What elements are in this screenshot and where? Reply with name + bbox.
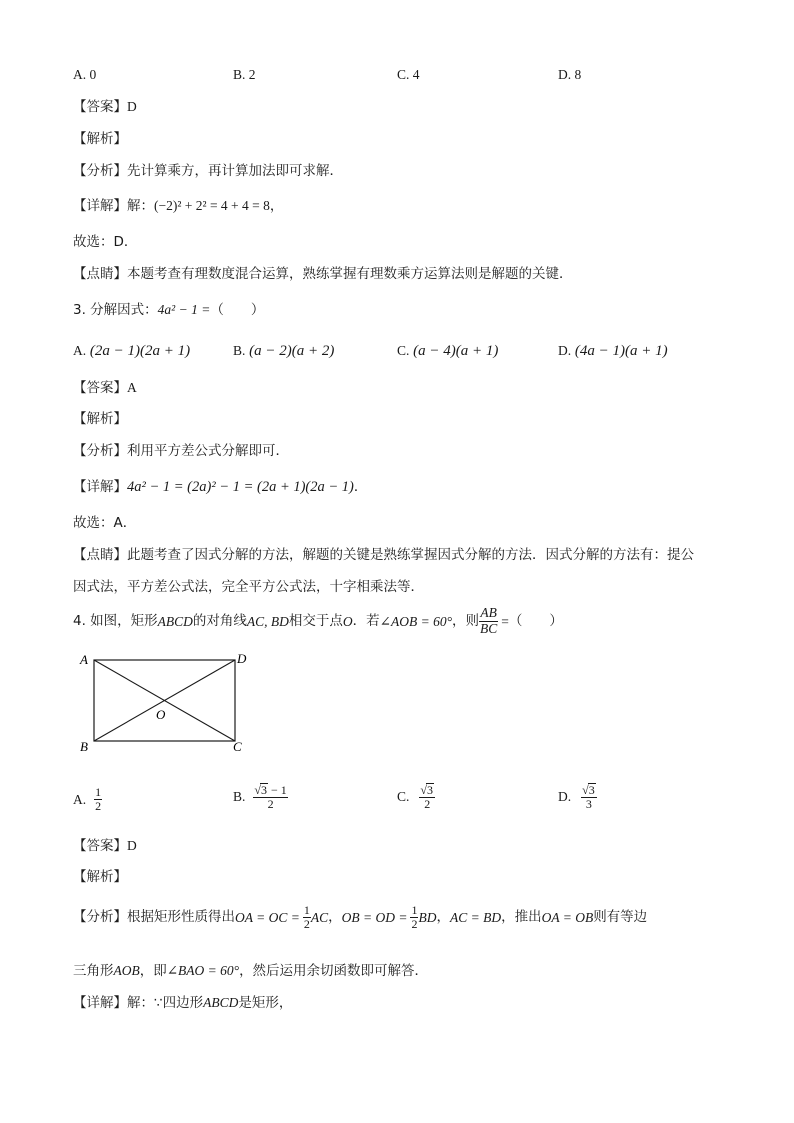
q4-option-d-radicand: 3 (588, 783, 595, 797)
q4-ratio-den: BC (479, 620, 498, 636)
q4-fenxi-eq1: OA = OC = (235, 909, 300, 925)
q4-fenxi-half1 (303, 904, 311, 931)
q4-fenxi-half2-den: 2 (411, 917, 418, 932)
q2-option-d-letter: D. (558, 67, 572, 82)
q4-option-c-fraction (419, 783, 435, 811)
q3-xiangjie-label: 【详解】 (73, 479, 127, 495)
q4-xiangjie-prefix: 解：∵四边形 (127, 995, 204, 1011)
q4-option-b-sqrt-icon: √ (254, 783, 261, 797)
q2-fenxi-text: 先计算乘方，再计算加法即可求解． (127, 163, 343, 179)
q4-stem-mid1: 的对角线 (192, 612, 247, 629)
q4-fenxi-sep1: ， (328, 908, 342, 925)
q4-fenxi-line2-tail: ，然后运用余切函数即可解答． (239, 963, 429, 979)
q2-option-c-letter: C. (397, 67, 410, 82)
q2-xiangjie-label: 【详解】 (73, 198, 127, 214)
q3-option-b-letter: B. (233, 343, 246, 358)
q4-xiangjie-rect: ABCD (203, 995, 239, 1010)
q3-stem-expr: 4a² − 1 = (157, 302, 211, 317)
q4-fenxi-half2 (410, 904, 418, 931)
q4-fenxi-ac: AC (310, 909, 329, 925)
q4-option-c-den: 2 (424, 797, 431, 812)
q2-dianjing-label: 【点睛】 (73, 266, 127, 282)
q2-option-d[interactable] (558, 68, 581, 82)
q4-option-a-letter: A. (73, 791, 87, 807)
q4-stem-mid2: 相交于点 (288, 612, 343, 629)
q2-option-b-letter: B. (233, 67, 246, 82)
q3-xiangjie-line (73, 480, 367, 495)
q4-fenxi-eq2: OB = OD = (341, 909, 408, 925)
q2-option-d-value: 8 (574, 67, 582, 82)
q4-option-b-num-tail: − 1 (267, 783, 287, 797)
q4-option-d-num (581, 783, 597, 798)
q2-analysis-label: 【解析】 (73, 131, 127, 147)
q4-option-d[interactable] (558, 783, 597, 811)
q4-option-d-sqrt-icon: √ (582, 783, 589, 797)
q3-answer-label: 【答案】 (73, 380, 127, 396)
q4-fenxi-prefix: 根据矩形性质得出 (127, 908, 235, 925)
q3-choose: 故选：A． (73, 515, 137, 531)
q4-fenxi-eq4: OA = OB (541, 909, 594, 925)
q2-choose: 故选：D． (73, 234, 138, 250)
q4-option-b-radicand: 3 (260, 783, 267, 797)
q4-fenxi-tail: 则有等边 (593, 908, 648, 925)
q4-fenxi-line2 (73, 964, 428, 979)
q4-fenxi-bd: BD (418, 909, 437, 925)
q4-ratio-eq: = (501, 613, 509, 629)
q3-answer: A (127, 380, 137, 395)
q4-xiangjie-label: 【详解】 (73, 995, 127, 1011)
q3-analysis-label: 【解析】 (73, 411, 127, 427)
q4-option-c-sqrt-icon: √ (420, 783, 427, 797)
q4-option-a-fraction (94, 786, 102, 813)
q4-stem-mid3: ．若 (352, 612, 380, 629)
q4-fenxi-line2-mid: ，即 (139, 963, 167, 979)
q4-option-b-den: 2 (267, 797, 274, 812)
q4-fenxi-sep2: ， (436, 908, 450, 925)
q2-answer: D (127, 99, 137, 114)
q4-fenxi-half1-num: 1 (303, 903, 310, 917)
q3-answer-line (73, 381, 137, 396)
q3-stem (73, 303, 264, 318)
q3-dianjing-text1: 此题考查了因式分解的方法，解题的关键是熟练掌握因式分解的方法．因式分解的方法有：提公 (127, 547, 694, 563)
q4-option-a-num: 1 (95, 785, 102, 799)
q2-xiangjie-prefix: 解： (127, 198, 154, 214)
q2-option-a[interactable] (73, 68, 96, 82)
q3-fenxi-text: 利用平方差公式分解即可． (127, 443, 289, 459)
q4-answer-line (73, 839, 137, 854)
q2-answer-line (73, 100, 137, 115)
q4-option-b[interactable] (233, 783, 288, 811)
q2-dianjing-text: 本题考查有理数度混合运算，熟练掌握有理数乘方运算法则是解题的关键． (127, 266, 573, 282)
q4-option-c-letter: C. (397, 789, 410, 805)
q4-fenxi-mid: ，推出 (501, 908, 542, 925)
q3-option-d-letter: D. (558, 343, 572, 358)
q2-option-b-value: 2 (248, 67, 256, 82)
q3-dianjing-line2: 因式法，平方差公式法，完全平方公式法，十字相乘法等． (73, 579, 424, 595)
q2-option-c[interactable] (397, 68, 420, 82)
q3-stem-prefix: 3. 分解因式： (73, 302, 158, 318)
q3-xiangjie-suffix: ． (353, 479, 368, 495)
q2-xiangjie-suffix: ， (269, 198, 284, 214)
q3-option-a[interactable] (73, 344, 190, 359)
q4-stem-mid4: ，则 (451, 612, 479, 629)
q4-analysis-label: 【解析】 (73, 869, 127, 885)
q2-option-b[interactable] (233, 68, 256, 82)
q3-option-b[interactable] (233, 344, 334, 359)
q4-fenxi-aob: AOB (113, 963, 140, 978)
q3-option-b-expr: (a − 2)(a + 2) (249, 343, 335, 359)
q3-option-c-expr: (a − 4)(a + 1) (413, 343, 499, 359)
q3-dianjing-line1 (73, 549, 694, 563)
q2-option-c-value: 4 (412, 67, 420, 82)
q4-label-a: A (80, 652, 88, 667)
q3-option-c-letter: C. (397, 343, 410, 358)
q4-angle-cond: ∠AOB = 60° (379, 613, 452, 629)
q4-rectangle-figure (74, 650, 274, 760)
q4-ratio-fraction (479, 606, 498, 637)
q2-option-a-value: 0 (89, 67, 97, 82)
q4-option-c[interactable] (397, 783, 435, 811)
q4-diagonals: AC, BD (246, 613, 289, 629)
q4-option-d-fraction (581, 783, 597, 811)
q3-fenxi-line (73, 445, 289, 459)
q4-stem (73, 606, 563, 637)
q3-dianjing-label: 【点睛】 (73, 547, 127, 563)
q4-option-a[interactable] (73, 786, 102, 813)
q4-fenxi-eq3: AC = BD (449, 909, 502, 925)
q2-answer-label: 【答案】 (73, 99, 127, 115)
q4-label-b: B (80, 739, 88, 754)
q3-fenxi-label: 【分析】 (73, 443, 127, 459)
q4-option-b-letter: B. (233, 789, 246, 805)
q4-ratio-num: AB (480, 605, 497, 620)
q2-fenxi-line (73, 165, 343, 179)
q4-fenxi-half1-den: 2 (303, 917, 310, 932)
q4-option-b-fraction (253, 783, 287, 811)
q4-option-d-letter: D. (558, 789, 572, 805)
q2-xiangjie-line (73, 199, 283, 214)
q4-fenxi-line2-prefix: 三角形 (73, 963, 114, 979)
q4-option-a-den: 2 (95, 799, 102, 814)
q3-option-c[interactable] (397, 344, 498, 359)
q2-option-a-letter: A. (73, 67, 87, 82)
q4-point-o: O (342, 613, 353, 629)
q4-option-c-radicand: 3 (426, 783, 433, 797)
q4-rect-name: ABCD (157, 613, 193, 629)
q3-xiangjie-expr: 4a² − 1 = (2a)² − 1 = (2a + 1)(2a − 1) (127, 479, 354, 495)
q4-fenxi-angle: ∠BAO = 60° (166, 963, 240, 978)
q3-option-d-expr: (4a − 1)(a + 1) (574, 343, 668, 359)
q4-option-d-den: 3 (585, 797, 592, 812)
q3-option-a-expr: (2a − 1)(2a + 1) (89, 343, 191, 359)
q2-fenxi-label: 【分析】 (73, 163, 127, 179)
q4-label-c: C (233, 739, 242, 754)
q4-fenxi-half2-num: 1 (411, 903, 418, 917)
q3-option-a-letter: A. (73, 343, 87, 358)
q4-option-c-num (419, 783, 435, 798)
q4-stem-prefix: 4. 如图，矩形 (73, 612, 158, 629)
q4-label-d: D (237, 651, 247, 666)
q4-option-b-num (253, 783, 287, 798)
q4-xiangjie-line (73, 996, 292, 1011)
q4-xiangjie-suffix: 是矩形， (238, 995, 293, 1011)
q4-fenxi-label: 【分析】 (73, 908, 127, 925)
q4-stem-suffix: （ ） (508, 612, 563, 629)
q2-dianjing-line (73, 268, 573, 282)
q4-fenxi-line1 (73, 904, 647, 931)
q4-answer-label: 【答案】 (73, 838, 127, 854)
q2-xiangjie-expr: (−2)² + 2² = 4 + 4 = 8 (154, 198, 270, 213)
q4-answer: D (127, 838, 137, 853)
q3-stem-suffix: （ ） (210, 302, 265, 318)
q3-option-d[interactable] (558, 344, 668, 359)
q4-label-o: O (156, 707, 166, 722)
